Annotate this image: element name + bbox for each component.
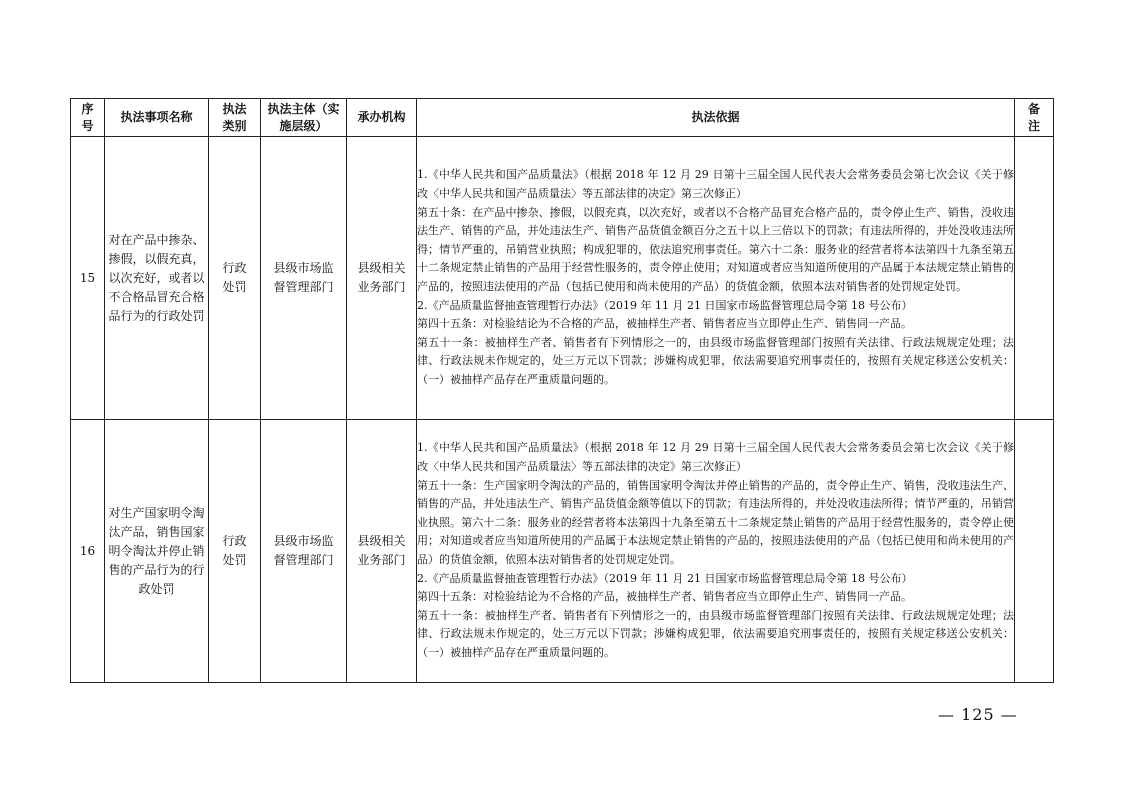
table-header-row: [71, 99, 1054, 137]
row-subject: 县级市场监督管理部门: [261, 420, 347, 683]
basis-paragraph: 第四十五条：对检验结论为不合格的产品，被抽样生产者、销售者应当立即停止生产、销售同一产品。: [417, 590, 912, 604]
enforcement-table: [70, 98, 1054, 683]
basis-paragraph: 第五十一条：被抽样生产者、销售者有下列情形之一的，由县级市场监督管理部门按照有关法律、行政法规规定处理；法律、行政法规未作规定的，处三万元以下罚款；涉嫌构成犯罪，依法需要追究刑事责任的，按照有关规定移送公安机关：（一）被抽样产品存在严重质量问题的。: [417, 335, 1014, 386]
row-basis: [417, 420, 1015, 683]
basis-paragraph: 2.《产品质量监督抽查管理暂行办法》（2019 年 11 月 21 日国家市场监督管理总局令第 18 号公布）: [417, 298, 913, 312]
row-type: 行政处罚: [209, 420, 261, 683]
header-name: 执法事项名称: [105, 99, 209, 137]
basis-paragraph: 第四十五条：对检验结论为不合格的产品，被抽样生产者、销售者应当立即停止生产、销售同一产品。: [417, 317, 912, 331]
page-number: — 125 —: [938, 705, 1018, 724]
basis-paragraph: 1.《中华人民共和国产品质量法》（根据 2018 年 12 月 29 日第十三届全国人民代表大会常务委员会第七次会议《关于修改〈中华人民共和国产品质量法〉等五部法律的决定》第三次修正）: [417, 441, 1014, 474]
row-index: 15: [71, 137, 105, 420]
header-index: 序号: [71, 99, 105, 137]
basis-paragraph: 第五十一条：被抽样生产者、销售者有下列情形之一的，由县级市场监督管理部门按照有关法律、行政法规规定处理；法律、行政法规未作规定的，处三万元以下罚款；涉嫌构成犯罪，依法需要追究刑事责任的，按照有关规定移送公安机关：（一）被抽样产品存在严重质量问题的。: [417, 608, 1014, 659]
basis-paragraph: 第五十条：在产品中掺杂、掺假，以假充真，以次充好，或者以不合格产品冒充合格产品的，责令停止生产、销售，没收违法生产、销售的产品，并处违法生产、销售产品货值金额百分之五十以上三倍以下的罚款；有违法所得的，并处没收违法所得；情节严重的，吊销营业执照；构成犯罪的，依法追究刑事责任。第六十二条：服务业的经营者将本法第四十九条至第五十二条规定禁止销售的产品用于经营性服务的，责令停止使用；对知道或者应当知道所使用的产品属于本法规定禁止销售的产品的，按照违法使用的产品（包括已使用和尚未使用的产品）的货值金额，依照本法对销售者的处罚规定处罚。: [417, 205, 1014, 293]
row-item-name: 对生产国家明令淘汰产品，销售国家明令淘汰并停止销售的产品行为的行政处罚: [105, 420, 209, 683]
header-type: 执法类别: [209, 99, 261, 137]
table-row: [71, 420, 1054, 683]
row-index: 16: [71, 420, 105, 683]
row-type: 行政处罚: [209, 137, 261, 420]
basis-paragraph: 1.《中华人民共和国产品质量法》（根据 2018 年 12 月 29 日第十三届全国人民代表大会常务委员会第七次会议《关于修改〈中华人民共和国产品质量法〉等五部法律的决定》第三次修正）: [417, 168, 1014, 201]
header-org: 承办机构: [347, 99, 417, 137]
basis-paragraph: 2.《产品质量监督抽查管理暂行办法》（2019 年 11 月 21 日国家市场监督管理总局令第 18 号公布）: [417, 571, 913, 585]
row-basis: [417, 137, 1015, 420]
header-basis: 执法依据: [417, 99, 1015, 137]
row-note: [1015, 420, 1054, 683]
header-note: 备注: [1015, 99, 1054, 137]
header-subject: 执法主体（实施层级）: [261, 99, 347, 137]
basis-paragraph: 第五十一条：生产国家明令淘汰的产品的，销售国家明令淘汰并停止销售的产品的，责令停止生产、销售，没收违法生产、销售的产品，并处违法生产、销售产品货值金额等值以下的罚款；有违法所得的，并处没收违法所得；情节严重的，吊销营业执照。第六十二条：服务业的经营者将本法第四十九条至第五十二条规定禁止销售的产品用于经营性服务的，责令停止使用；对知道或者应当知道所使用的产品属于本法规定禁止销售的产品的，按照违法使用的产品（包括已使用和尚未使用的产品）的货值金额，依照本法对销售者的处罚规定处罚。: [417, 478, 1014, 566]
row-org: 县级相关业务部门: [347, 420, 417, 683]
row-subject: 县级市场监督管理部门: [261, 137, 347, 420]
table-row: [71, 137, 1054, 420]
row-note: [1015, 137, 1054, 420]
row-item-name: 对在产品中掺杂、掺假，以假充真，以次充好，或者以不合格品冒充合格品行为的行政处罚: [105, 137, 209, 420]
row-org: 县级相关业务部门: [347, 137, 417, 420]
